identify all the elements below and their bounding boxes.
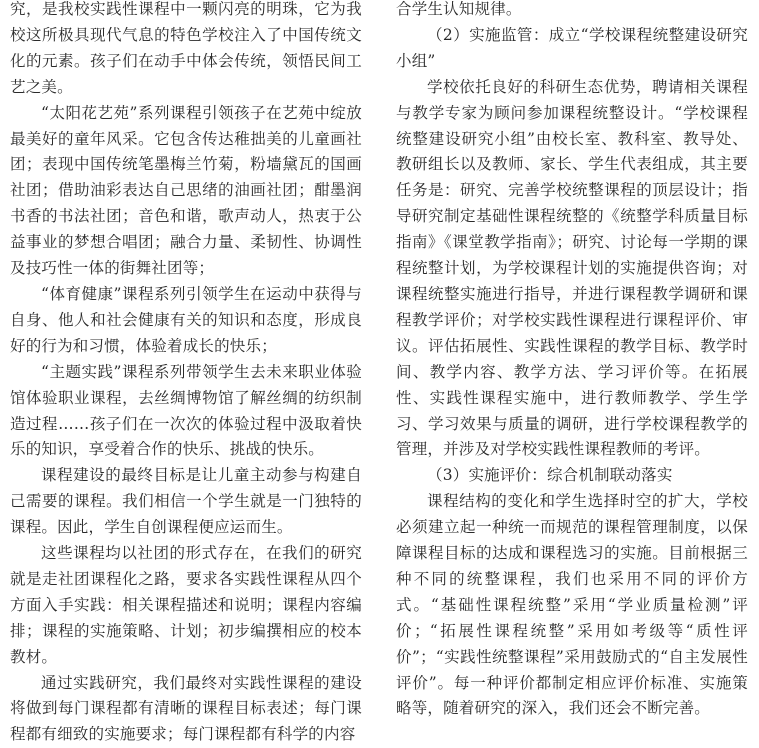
paragraph-club-courses: 这些课程均以社团的形式存在，在我们的研究就是走社团课程化之路，要求各实践性课程从四个方面入手实践：相关课程描述和说明；课程内容编排；课程的实施策略、计划；初步编撰相应的校本教材。 xyxy=(10,544,362,666)
paragraph-practice-research: 通过实践研究，我们最终对实践性课程的建设将做到每门课程都有清晰的课程目标表述；每门课程都有细致的实施要求；每门课程都有科学的内容 xyxy=(10,673,362,744)
paragraph-continuation: 究，是我校实践性课程中一颗闪亮的明珠，它为我校这所极具现代气息的特色学校注入了中国传统文化的元素。孩子们在动手中体会传统，领悟民间工艺之美。 xyxy=(10,0,362,96)
section-heading-supervision: （2）实施监管：成立“学校课程统整建设研究小组” xyxy=(396,25,748,70)
paragraph-art-garden: “太阳花艺苑”系列课程引领孩子在艺苑中绽放最美好的童年风采。它包含传达稚拙美的儿童画社团；表现中国传统笔墨梅兰竹菊，粉墙黛瓦的国画社团；借助油彩表达自己思绪的油画社团；酣墨润书香的书法社团；音色和谐，歌声动人，热衷于公益事业的梦想合唱团；融合力量、柔韧性、协调性及技巧性一体的街舞社团等； xyxy=(10,103,362,278)
right-column xyxy=(396,0,748,722)
section-heading-evaluation: （3）实施评价：综合机制联动落实 xyxy=(427,466,673,485)
left-column xyxy=(10,0,362,748)
paragraph-course-goal: 课程建设的最终目标是让儿童主动参与构建自己需要的课程。我们相信一个学生就是一门独特的课程。因此，学生自创课程便应运而生。 xyxy=(10,466,362,537)
paragraph-research-group: 学校依托良好的科研生态优势，聘请相关课程与教学专家为顾问参加课程统整设计。“学校课程统整建设研究小组”由校长室、教科室、教导处、教研组长以及教师、家长、学生代表组成，其主要任务是：研究、完善学校统整课程的顶层设计；指导研究制定基础性课程统整的《统整学科质量目标指南》《课堂教学指南》；研究、讨论每一学期的课程统整计划，为学校课程计划的实施提供咨询；对课程统整实施进行指导，并进行课程教学调研和课程教学评价；对学校实践性课程进行课程评价、审议。评估拓展性、实践性课程的教学目标、教学时间、教学内容、教学方法、学习评价等。在拓展性、实践性课程实施中，进行教师教学、学生学习、学习效果与质量的调研，进行学校课程教学的管理，并涉及对学校实践性课程教师的考评。 xyxy=(396,77,748,459)
paragraph-sports-health: “体育健康”课程系列引领学生在运动中获得与自身、他人和社会健康有关的知识和态度，形成良好的行为和习惯，体验着成长的快乐； xyxy=(10,284,362,355)
paragraph-theme-practice: “主题实践”课程系列带领学生去未来职业体验馆体验职业课程，去丝绸博物馆了解丝绸的纺织制造过程……孩子们在一次次的体验过程中汲取着快乐的知识，享受着合作的快乐、挑战的快乐。 xyxy=(10,362,362,459)
paragraph-continuation-right: 合学生认知规律。 xyxy=(396,0,522,18)
paragraph-evaluation-methods: 课程结构的变化和学生选择时空的扩大，学校必须建立起一种统一而规范的课程管理制度，以保障课程目标的达成和课程选习的实施。目前根据三种不同的统整课程，我们也采用不同的评价方式。“基础性课程统整”采用“学业质量检测”评价；“拓展性课程统整”采用如考级等“质性评价”；“实践性统整课程”采用鼓励式的“自主发展性评价”。每一种评价都制定相应评价标准、实施策略等，随着研究的深入，我们还会不断完善。 xyxy=(396,492,748,718)
